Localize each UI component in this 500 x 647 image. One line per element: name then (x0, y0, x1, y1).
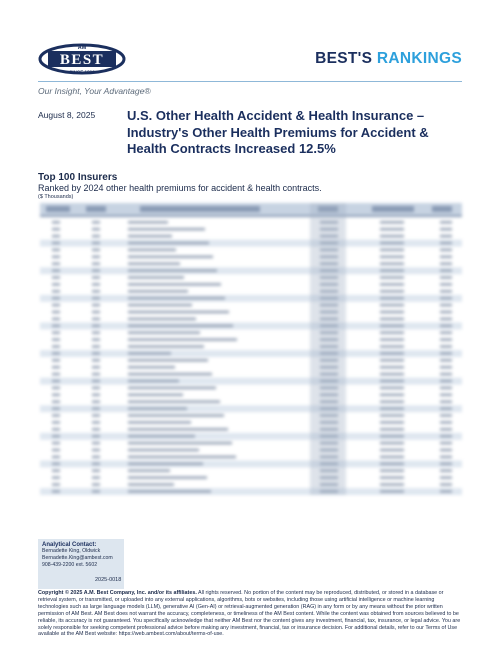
table-cell-block (440, 421, 452, 424)
table-cell-block (380, 256, 404, 259)
table-cell-block (440, 276, 452, 279)
table-cell-block (128, 221, 168, 224)
contact-email[interactable]: Bernadette.King@ambest.com (42, 555, 113, 561)
table-cell-block (380, 414, 404, 417)
table-cell-block (380, 269, 404, 272)
table-cell-block (310, 203, 346, 495)
table-cell-block (440, 366, 452, 369)
table-cell-block (52, 428, 60, 431)
table-cell-block (440, 414, 452, 417)
table-cell-block (440, 311, 452, 314)
table-cell-block (128, 256, 213, 259)
table-cell-block (128, 456, 236, 459)
table-cell-block (92, 407, 100, 410)
table-cell-block (440, 469, 452, 472)
table-cell-block (92, 304, 100, 307)
table-cell-block (440, 400, 452, 403)
table-cell-block (440, 456, 452, 459)
table-cell-block (92, 421, 100, 424)
table-cell-block (86, 206, 106, 212)
table-cell-block (128, 373, 212, 376)
table-cell-block (128, 407, 187, 410)
table-cell-block (380, 435, 404, 438)
table-cell-block (440, 228, 452, 231)
table-cell-block (52, 262, 60, 265)
table-cell-block (128, 476, 207, 479)
am-best-logo (38, 42, 126, 76)
table-cell-block (440, 483, 452, 486)
table-cell-block (92, 221, 100, 224)
terms-of-use-link[interactable]: https://web.ambest.com/about/terms-of-use (118, 631, 223, 638)
table-cell-block (380, 456, 404, 459)
table-cell-block (92, 325, 100, 328)
table-cell-block (52, 325, 60, 328)
table-cell-block (52, 352, 60, 355)
table-cell-block (128, 490, 211, 493)
table-cell-block (128, 414, 224, 417)
unit-note: ($ Thousands) (38, 194, 74, 200)
table-cell-block (380, 380, 404, 383)
table-cell-block (52, 256, 60, 259)
table-cell-block (92, 338, 100, 341)
table-cell-block (92, 400, 100, 403)
table-cell-block (380, 490, 404, 493)
table-cell-block (92, 359, 100, 362)
table-cell-block (128, 442, 232, 445)
table-cell-block (380, 483, 404, 486)
table-cell-block (440, 359, 452, 362)
svg-text:SINCE 1899: SINCE 1899 (69, 69, 95, 75)
table-cell-block (128, 235, 172, 238)
table-cell-block (440, 235, 452, 238)
table-cell-block (92, 283, 100, 286)
contact-name: Bernadette King, Oldwick (42, 548, 101, 554)
table-cell-block (52, 469, 60, 472)
table-cell-block (92, 366, 100, 369)
table-cell-block (92, 276, 100, 279)
table-cell-block (92, 463, 100, 466)
table-cell-block (128, 421, 191, 424)
table-cell-block (52, 331, 60, 334)
table-cell-block (128, 400, 220, 403)
table-cell-block (380, 304, 404, 307)
table-cell-block (52, 373, 60, 376)
table-cell-block (92, 476, 100, 479)
table-cell-block (440, 242, 452, 245)
table-cell-block (128, 387, 216, 390)
table-cell-block (380, 449, 404, 452)
table-cell-block (52, 400, 60, 403)
table-cell-block (52, 380, 60, 383)
table-cell-block (128, 449, 199, 452)
table-cell-block (128, 276, 184, 279)
table-cell-block (92, 249, 100, 252)
table-cell-block (92, 228, 100, 231)
table-cell-block (440, 338, 452, 341)
table-cell-block (52, 311, 60, 314)
table-cell-block (380, 242, 404, 245)
bests-rankings-title (315, 50, 462, 68)
table-cell-block (52, 414, 60, 417)
svg-text:BEST: BEST (59, 52, 105, 68)
table-cell-block (380, 400, 404, 403)
table-cell-block (380, 469, 404, 472)
table-cell-block (52, 387, 60, 390)
table-cell-block (380, 221, 404, 224)
table-cell-block (128, 380, 179, 383)
table-cell-block (52, 290, 60, 293)
table-cell-block (440, 394, 452, 397)
table-cell-block (380, 442, 404, 445)
table-cell-block (92, 442, 100, 445)
svg-text:AM: AM (77, 45, 87, 51)
table-cell-block (52, 276, 60, 279)
table-cell-block (380, 359, 404, 362)
table-cell-block (380, 325, 404, 328)
table-cell-block (380, 428, 404, 431)
table-cell-block (52, 490, 60, 493)
table-cell-block (52, 338, 60, 341)
table-cell-block (52, 345, 60, 348)
table-cell-block (440, 249, 452, 252)
document-number: 2025-0018 (95, 577, 122, 583)
table-cell-block (52, 359, 60, 362)
brand-prefix: BEST'S (315, 50, 373, 67)
table-cell-block (128, 262, 180, 265)
table-cell-block (380, 318, 404, 321)
table-cell-block (440, 428, 452, 431)
copyright-end: . (222, 631, 224, 638)
table-cell-block (92, 256, 100, 259)
table-cell-block (92, 235, 100, 238)
table-cell-block (92, 345, 100, 348)
table-cell-block (52, 435, 60, 438)
table-cell-block (92, 435, 100, 438)
table-cell-block (52, 318, 60, 321)
table-cell-block (128, 325, 233, 328)
table-cell-block (128, 483, 174, 486)
table-cell-block (380, 290, 404, 293)
table-cell-block (92, 449, 100, 452)
table-cell-block (92, 373, 100, 376)
table-cell-block (440, 373, 452, 376)
table-cell-block (380, 338, 404, 341)
table-cell-block (440, 345, 452, 348)
table-cell-block (128, 366, 175, 369)
table-cell-block (52, 366, 60, 369)
table-cell-block (372, 206, 414, 212)
table-cell-block (128, 352, 171, 355)
table-cell-block (440, 352, 452, 355)
contact-title: Analytical Contact: (42, 542, 97, 548)
table-cell-block (380, 366, 404, 369)
table-cell-block (128, 290, 188, 293)
table-cell-block (128, 242, 209, 245)
table-cell-block (128, 304, 192, 307)
copyright-bold: Copyright © 2025 A.M. Best Company, Inc. and/or its affiliates. (38, 590, 197, 596)
table-cell-block (440, 221, 452, 224)
table-cell-block (128, 338, 237, 341)
table-cell-block (92, 414, 100, 417)
table-cell-block (52, 394, 60, 397)
table-cell-block (128, 297, 225, 300)
table-cell-block (440, 331, 452, 334)
table-cell-block (440, 387, 452, 390)
contact-phone: 908-439-2200 ext. 5602 (42, 562, 98, 568)
table-cell-block (440, 380, 452, 383)
table-cell-block (128, 435, 195, 438)
table-cell-block (380, 262, 404, 265)
header-divider (38, 81, 462, 82)
table-cell-block (128, 463, 203, 466)
copyright-text: All rights reserved. No portion of the content may be reproduced, distributed, or stored in a database or retrieval system, or transmitted, or uploaded into any external applications, algorithms, bots or websites, including those using artificial intelligence or machine learning technologies such as large language models (LLM), generative AI (Gen-AI) or retrieval-augmented generation (RAG) in any form or by any means without the prior written permission of AM Best. AM Best does not warrant the accuracy, completeness, or timeliness of the AM Best content. While the content was obtained from sources believed to be reliable, its accuracy is not guaranteed. You specifically acknowledge that neither AM Best nor the content gives any investment, financial, tax, insurance, or legal advice. You are solely responsible for seeking competent professional advice before making any investment, financial, tax or insurance decision. For additional details, refer to our Terms of Use available at the AM Best website: (38, 590, 461, 638)
table-cell-block (52, 235, 60, 238)
table-cell-block (52, 442, 60, 445)
table-cell-block (380, 249, 404, 252)
table-cell-block (52, 228, 60, 231)
table-cell-block (92, 387, 100, 390)
table-cell-block (52, 221, 60, 224)
table-cell-block (380, 421, 404, 424)
table-cell-block (440, 449, 452, 452)
table-cell-block (92, 311, 100, 314)
table-cell-block (128, 228, 205, 231)
table-cell-block (92, 380, 100, 383)
table-cell-block (432, 206, 452, 212)
table-cell-block (440, 463, 452, 466)
table-cell-block (92, 331, 100, 334)
table-cell-block (52, 283, 60, 286)
table-cell-block (380, 283, 404, 286)
table-cell-block (128, 345, 204, 348)
table-cell-block (380, 373, 404, 376)
table-cell-block (440, 435, 452, 438)
table-cell-block (92, 262, 100, 265)
table-cell-block (128, 394, 183, 397)
table-cell-block (380, 228, 404, 231)
table-cell-block (52, 483, 60, 486)
table-cell-block (380, 311, 404, 314)
table-cell-block (440, 304, 452, 307)
table-cell-block (128, 469, 170, 472)
table-cell-block (380, 476, 404, 479)
table-cell-block (440, 442, 452, 445)
table-cell-block (128, 428, 228, 431)
table-cell-block (440, 325, 452, 328)
table-cell-block (52, 304, 60, 307)
table-cell-block (440, 290, 452, 293)
table-cell-block (380, 352, 404, 355)
report-date: August 8, 2025 (38, 110, 96, 120)
table-cell-block (92, 297, 100, 300)
table-cell-block (52, 297, 60, 300)
table-cell-block (128, 249, 176, 252)
table-cell-block (380, 394, 404, 397)
table-title: Top 100 Insurers (38, 172, 118, 183)
table-cell-block (440, 256, 452, 259)
table-cell-block (380, 276, 404, 279)
table-cell-block (52, 463, 60, 466)
table-cell-block (128, 318, 196, 321)
table-cell-block (380, 407, 404, 410)
table-cell-block (128, 283, 221, 286)
table-cell-block (52, 476, 60, 479)
table-cell-block (92, 352, 100, 355)
table-cell-block (92, 428, 100, 431)
report-headline: U.S. Other Health Accident & Health Insurance – Industry's Other Health Premiums for Accident & Health Contracts Increased 12.5% (127, 108, 429, 156)
table-cell-block (52, 421, 60, 424)
table-cell-block (128, 331, 200, 334)
table-cell-block (52, 269, 60, 272)
table-cell-block (52, 242, 60, 245)
table-cell-block (440, 407, 452, 410)
copyright-notice (38, 590, 463, 638)
table-cell-block (440, 297, 452, 300)
table-cell-block (380, 463, 404, 466)
tagline: Our Insight, Your Advantage® (38, 86, 151, 96)
table-cell-block (92, 290, 100, 293)
table-cell-block (380, 235, 404, 238)
table-cell-block (440, 476, 452, 479)
table-cell-block (380, 345, 404, 348)
table-cell-block (140, 206, 260, 212)
table-cell-block (52, 407, 60, 410)
table-cell-block (92, 269, 100, 272)
table-cell-block (92, 490, 100, 493)
table-cell-block (92, 483, 100, 486)
table-cell-block (128, 359, 208, 362)
table-cell-block (46, 206, 70, 212)
table-cell-block (380, 387, 404, 390)
table-cell-block (92, 469, 100, 472)
table-cell-block (440, 283, 452, 286)
table-cell-block (52, 456, 60, 459)
brand-suffix: RANKINGS (376, 50, 462, 67)
table-cell-block (40, 215, 462, 217)
table-cell-block (128, 311, 229, 314)
table-cell-block (52, 249, 60, 252)
table-cell-block (92, 456, 100, 459)
table-cell-block (92, 242, 100, 245)
table-cell-block (52, 449, 60, 452)
table-cell-block (92, 318, 100, 321)
table-cell-block (440, 318, 452, 321)
table-cell-block (92, 394, 100, 397)
table-cell-block (440, 269, 452, 272)
table-cell-block (380, 331, 404, 334)
table-cell-block (380, 297, 404, 300)
blurred-rankings-table (40, 203, 462, 495)
table-cell-block (440, 490, 452, 493)
table-cell-block (128, 269, 217, 272)
table-cell-block (440, 262, 452, 265)
table-subtitle: Ranked by 2024 other health premiums for accident & health contracts. (38, 183, 322, 193)
